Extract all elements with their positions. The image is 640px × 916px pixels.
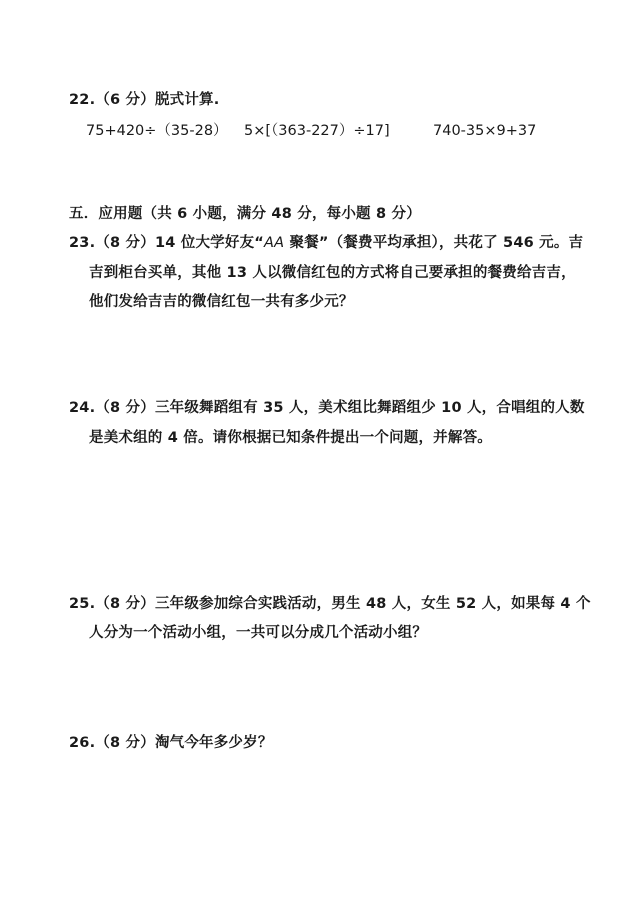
q22-heading [69, 90, 219, 110]
q25-points: （8 分） [95, 596, 155, 612]
q24-number: 24. [69, 400, 96, 416]
q25-line-1 [69, 594, 591, 614]
q25-number: 25. [69, 596, 96, 612]
q24-points: （8 分） [95, 400, 155, 416]
q22-expression-1: 75+420÷（35-28） [86, 123, 228, 139]
q22-expression-3: 740-35×9+37 [433, 123, 537, 139]
q22-points: （6 分） [95, 92, 155, 108]
q23-line-1 [69, 233, 583, 253]
q26-number: 26. [69, 735, 96, 751]
q25-text: 三年级参加综合实践活动，男生 48 人，女生 52 人，如果每 4 个 [154, 596, 591, 612]
q23-line-3: 他们发给吉吉的微信红包一共有多少元？ [89, 294, 354, 310]
q24-line-1 [69, 398, 585, 418]
q26-text: 淘气今年多少岁？ [154, 735, 273, 751]
q23-number: 23. [69, 235, 96, 251]
q23-points: （8 分） [95, 235, 155, 251]
q22-expression-2: 5×[（363-227）÷17] [244, 123, 390, 139]
q24-text: 三年级舞蹈组有 35 人，美术组比舞蹈组少 10 人，合唱组的人数 [154, 400, 585, 416]
q26-points: （8 分） [95, 735, 155, 751]
q22-number: 22. [69, 92, 96, 108]
q25-line-2: 人分为一个活动小组，一共可以分成几个活动小组？ [89, 625, 428, 641]
q26-line-1 [69, 733, 273, 753]
q23-text-aa: AA [264, 235, 285, 251]
q22-title: 脱式计算. [154, 92, 220, 108]
q23-text-a: 14 位大学好友“ [154, 235, 264, 251]
q23-text-b: 聚餐”（餐费平均承担），共花了 546 元。吉 [284, 235, 584, 251]
section5-heading: 五．应用题（共 6 小题，满分 48 分，每小题 8 分） [69, 206, 421, 222]
q24-line-2: 是美术组的 4 倍。请你根据已知条件提出一个问题，并解答。 [89, 430, 492, 446]
q23-line-2: 吉到柜台买单，其他 13 人以微信红包的方式将自己要承担的餐费给吉吉， [89, 265, 576, 281]
